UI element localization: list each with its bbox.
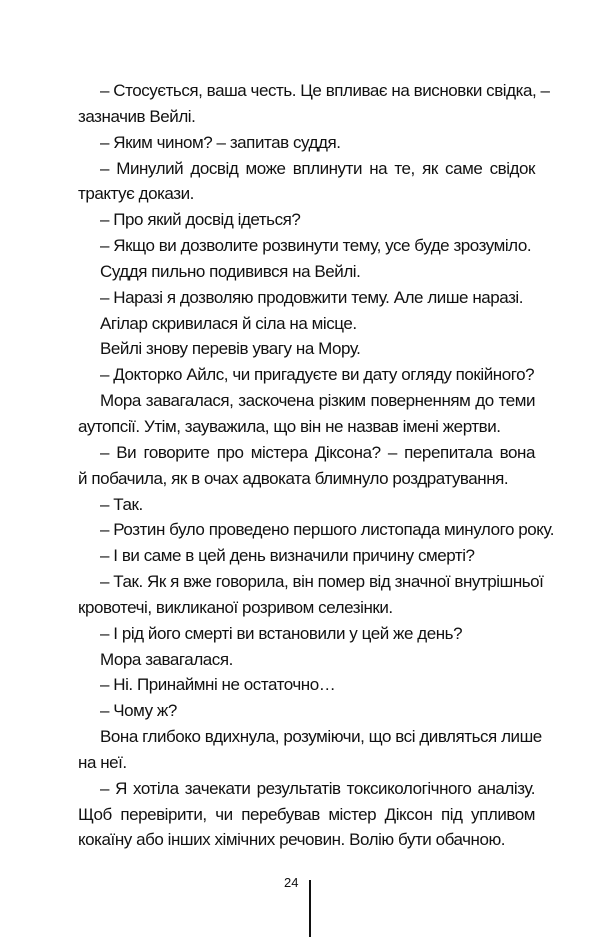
text-line: Мора завагалася. — [100, 649, 233, 669]
text-line: Вона глибоко вдихнула, розуміючи, що всі дивляться лише — [100, 727, 542, 747]
text-line: – І рід його смерті ви встановили у цей же день? — [100, 623, 463, 643]
text-line: – Докторко Айлс, чи пригадуєте ви дату огляду покійного? — [100, 365, 535, 385]
text-line: – Стосується, ваша честь. Це впливає на висновки свідка, – — [100, 81, 550, 100]
text-line: – Яким чином? – запитав суддя. — [100, 132, 341, 152]
book-page-text — [78, 78, 555, 853]
text-line: – І ви саме в цей день визначили причину смерті? — [100, 546, 475, 566]
text-line: – Так. — [100, 494, 143, 514]
text-line: – Розтин було проведено першого листопада минулого року. — [100, 520, 555, 540]
text-line: – Про який досвід ідеться? — [100, 210, 301, 230]
text-line: Агілар скривилася й сіла на місце. — [100, 313, 357, 333]
text-line: кровотечі, викликаної розривом селезінки. — [78, 597, 393, 617]
text-line: Мора завагалася, заскочена різким поверненням до теми — [100, 391, 535, 411]
text-line: трактує докази. — [78, 184, 194, 204]
text-line: зазначив Вейлі. — [78, 106, 196, 126]
page-number-rule — [309, 880, 311, 937]
text-line: Суддя пильно подивився на Вейлі. — [100, 261, 361, 281]
page-number: 24 — [284, 875, 299, 890]
text-line: – Якщо ви дозволите розвинути тему, усе буде зрозуміло. — [100, 236, 532, 256]
text-line: Вейлі знову перевів увагу на Мору. — [100, 339, 361, 359]
text-line: на неї. — [78, 752, 127, 772]
text-line: – Наразі я дозволяю продовжити тему. Але лише наразі. — [100, 287, 524, 307]
text-line: – Чому ж? — [100, 701, 177, 721]
text-line: – Минулий досвід може вплинути на те, як саме свідок — [100, 158, 535, 178]
text-line: Щоб перевірити, чи перебував містер Діксон під упливом — [78, 804, 535, 824]
text-line: аутопсії. Утім, зауважила, що він не назвав імені жертви. — [78, 416, 501, 436]
text-line: – Ви говорите про містера Діксона? – перепитала вона — [100, 442, 535, 462]
text-line: й побачила, як в очах адвоката блимнуло роздратування. — [78, 468, 509, 488]
text-line: кокаїну або інших хімічних речовин. Волію бути обачною. — [78, 830, 506, 850]
text-line: – Так. Як я вже говорила, він помер від значної внутрішньої — [100, 572, 544, 592]
text-line: – Ні. Принаймні не остаточно… — [100, 675, 336, 695]
text-line: – Я хотіла зачекати результатів токсикологічного аналізу. — [100, 778, 535, 798]
